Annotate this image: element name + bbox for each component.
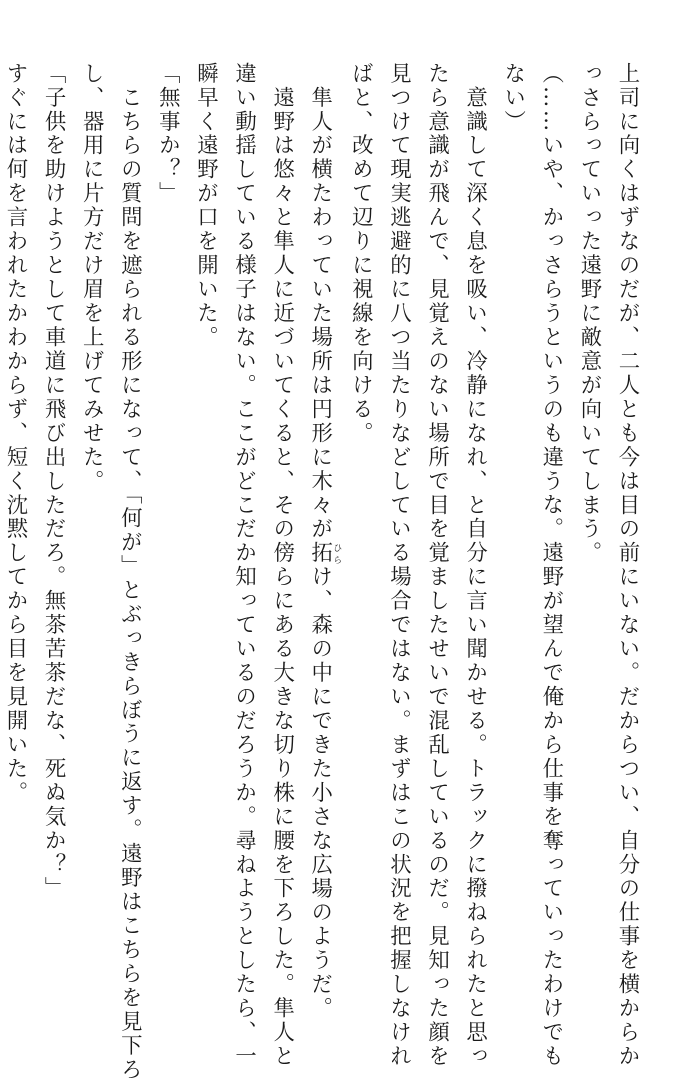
text-column-4: ない） <box>500 62 526 134</box>
text-column-16: 「子供を助けようとして車道に飛び出しただろ。無茶苦茶だな、死ぬ気か？」 <box>41 62 67 901</box>
furigana-ruby: 拓ひら <box>307 541 342 566</box>
text-column-1: 上司に向くはずなのだが、二人とも今は目の前にいない。だからつい、自分の仕事を横からか <box>615 62 640 1069</box>
text-column-11: 違い動揺している様子はない。ここがどこだか知っているのだろうか。尋ねようとしたら、一 <box>231 62 257 1069</box>
text-column-9 <box>301 62 342 1021</box>
vertical-text-block <box>0 62 646 1082</box>
text-column-3: （……いや、かっさらうというのも違うな。遠野が望んで俺から仕事を奪っていったわけでも <box>538 62 564 1069</box>
text-column-7: 見つけて現実逃避的に八つ当たりなどしている場合ではない。まずはこの状況を把握しなけれ <box>386 62 412 1069</box>
text-column-2: っさらっていった遠野に敵意が向いてしまう。 <box>576 62 602 566</box>
text-column-14: こちらの質問を遮られる形になって、「何が」とぶっきらぼうに返す。遠野はこちらを見下ろ <box>117 62 143 1082</box>
text-column-6: たら意識が飛んで、見覚えのない場所で目を覚ましたせいで混乱しているのだ。見知った顔を <box>424 62 450 1069</box>
text-column-10: 遠野は悠々と隼人に近づいてくると、その傍らにある大きな切り株に腰を下ろした。隼人と <box>269 62 295 1069</box>
text-column-5: 意識して深く息を吸い、冷静になれ、と自分に言い聞かせる。トラックに撥ねられたと思っ <box>462 62 488 1069</box>
ruby-column-text <box>307 62 342 1021</box>
text-column-12: 瞬早く遠野が口を開いた。 <box>193 62 219 350</box>
ruby-column-before: 隼人が横たわっていた場所は円形に木々が <box>307 62 333 542</box>
ruby-column-after: け、森の中にできた小さな広場のようだ。 <box>307 565 333 1021</box>
text-column-17: すぐには何を言われたかわからず、短く沈黙してから目を見開いた。 <box>3 62 28 806</box>
furigana-reading: ひら <box>331 541 342 566</box>
text-column-13: 「無事か？」 <box>155 62 181 206</box>
text-column-8: ばと、改めて辺りに視線を向ける。 <box>348 62 374 446</box>
text-column-15: し、器用に片方だけ眉を上げてみせた。 <box>79 62 105 494</box>
